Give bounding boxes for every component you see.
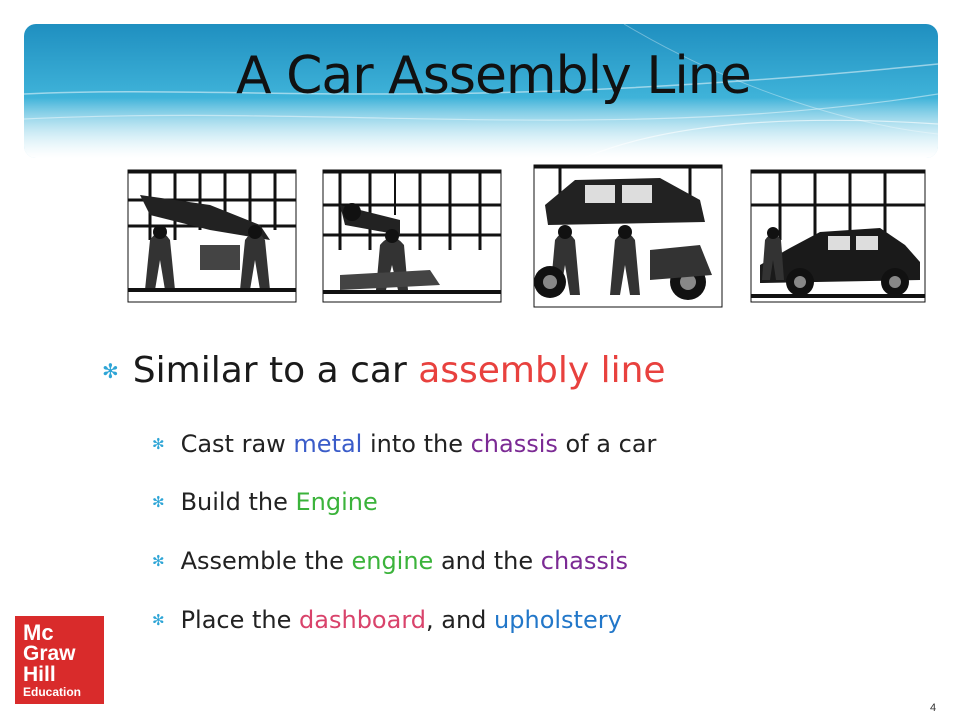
sub-bullet-keyword: dashboard	[299, 606, 426, 634]
sub-bullet-keyword: chassis	[540, 547, 629, 575]
sub-bullet-text: , and	[426, 606, 495, 634]
sub-bullet-4	[152, 606, 622, 634]
slide-title: A Car Assembly Line	[236, 46, 751, 106]
sub-bullet-1	[152, 430, 656, 458]
sub-bullet-text: Assemble the	[180, 547, 352, 575]
sub-bullet-keyword: upholstery	[494, 606, 622, 634]
engine-chassis-assembly-illustration	[534, 165, 722, 307]
sub-bullet-text: Cast raw	[180, 430, 294, 458]
sub-bullet-text: Build the	[180, 488, 296, 516]
asterisk-bullet-icon: ✻	[152, 611, 165, 629]
logo-line: Graw	[23, 642, 76, 665]
asterisk-bullet-icon: ✻	[152, 493, 165, 511]
sub-bullet-keyword: engine	[351, 547, 434, 575]
sub-bullet-keyword: Engine	[295, 488, 378, 516]
chassis-casting-illustration	[128, 170, 296, 302]
logo-line: Hill	[23, 663, 56, 686]
sub-bullet-text: Place the	[180, 606, 300, 634]
sub-bullet-text: of a car	[557, 430, 657, 458]
sub-bullet-keyword: chassis	[470, 430, 558, 458]
asterisk-bullet-icon: ✻	[152, 435, 165, 453]
page-number: 4	[930, 702, 937, 714]
asterisk-bullet-icon: ✻	[102, 359, 119, 383]
logo-line: Mc	[23, 620, 54, 645]
main-bullet-text: Similar to a car	[132, 350, 419, 391]
finished-car-illustration	[751, 170, 925, 302]
sub-bullet-text: into the	[362, 430, 471, 458]
engine-building-illustration	[323, 170, 501, 302]
sub-bullet-3	[152, 547, 628, 575]
sub-bullet-2	[152, 488, 378, 516]
main-bullet	[102, 350, 666, 391]
sub-bullet-keyword: metal	[293, 430, 363, 458]
mcgraw-hill-logo	[15, 616, 104, 704]
main-bullet-highlight: assembly line	[418, 350, 666, 391]
logo-line: Education	[23, 685, 82, 699]
asterisk-bullet-icon: ✻	[152, 552, 165, 570]
sub-bullet-text: and the	[433, 547, 541, 575]
